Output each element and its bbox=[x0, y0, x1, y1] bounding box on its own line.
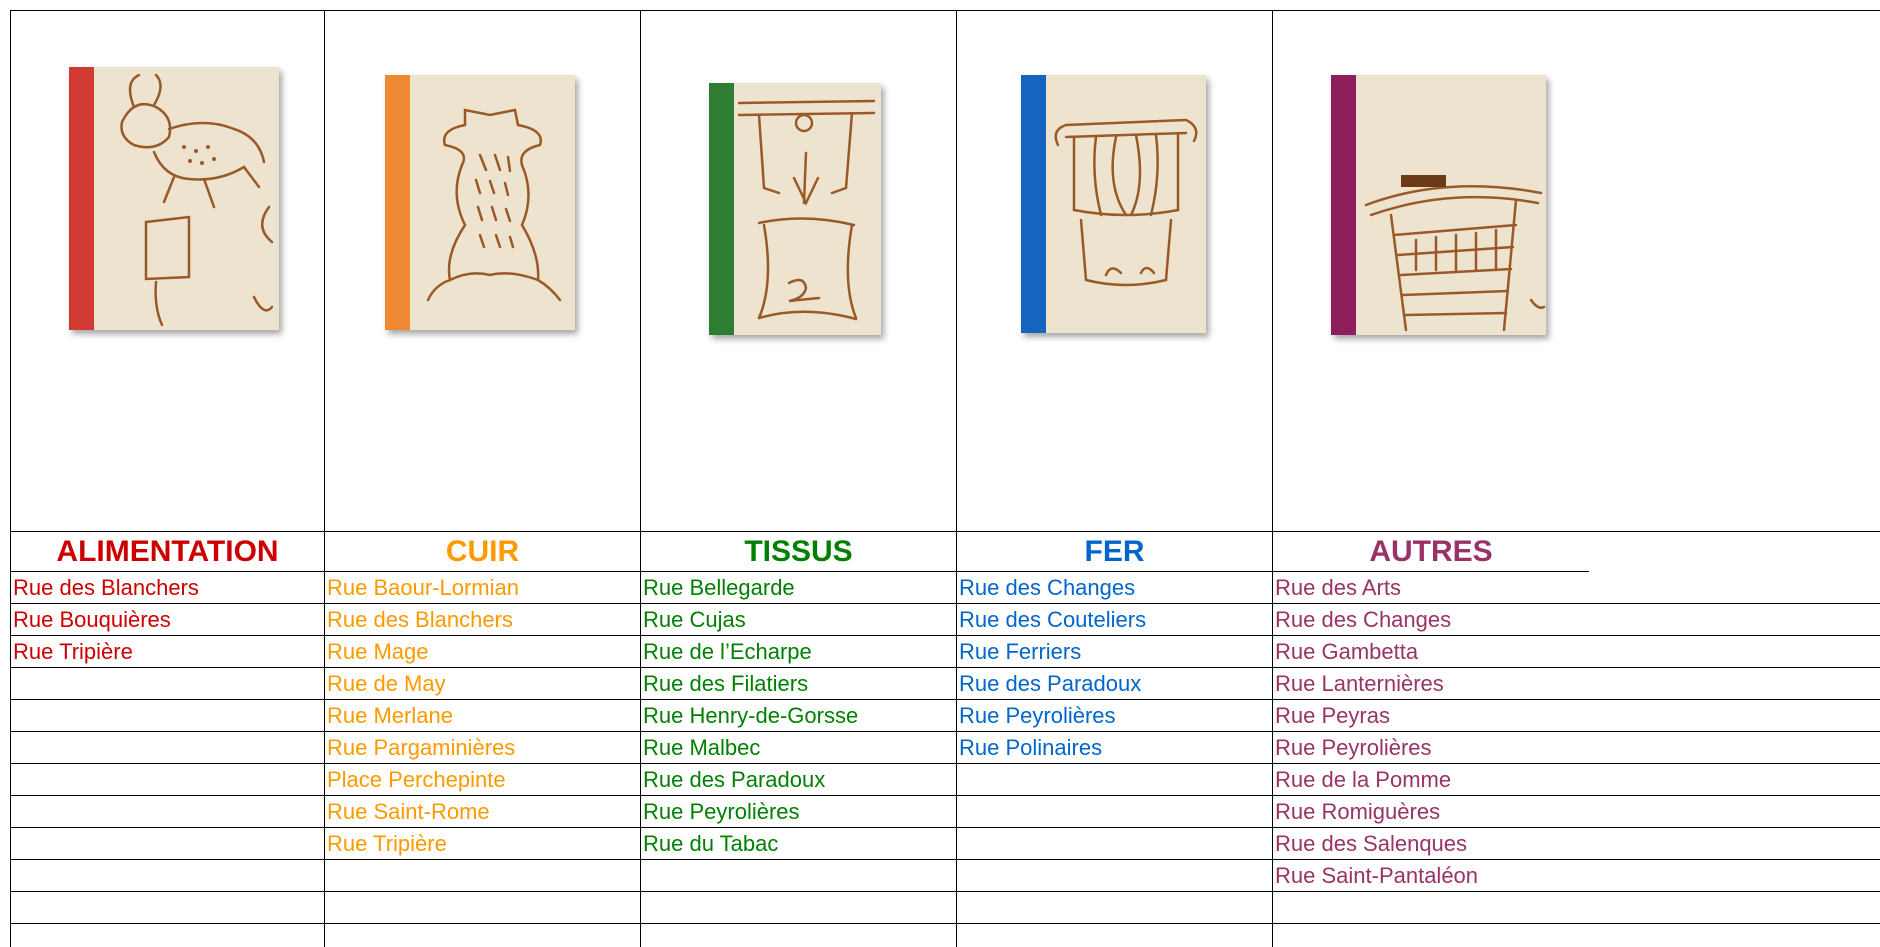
empty-row bbox=[641, 892, 956, 924]
street-row: Rue Saint-Pantaléon bbox=[1273, 860, 1880, 892]
street-row: Rue des Couteliers bbox=[957, 604, 1272, 636]
street-row: Rue Henry-de-Gorsse bbox=[641, 700, 956, 732]
column-tissus bbox=[641, 11, 957, 947]
column-alimentation bbox=[11, 11, 325, 947]
street-row: Rue de la Pomme bbox=[1273, 764, 1880, 796]
column-title: TISSUS bbox=[641, 532, 956, 572]
street-row: Rue Bellegarde bbox=[641, 572, 956, 604]
street-trades-table bbox=[10, 10, 1880, 947]
street-row: Rue Peyrolières bbox=[1273, 732, 1880, 764]
street-row: Rue Baour-Lormian bbox=[325, 572, 640, 604]
street-row: Rue Saint-Rome bbox=[325, 796, 640, 828]
animal-hide-drawing-icon bbox=[410, 75, 575, 330]
street-row: Rue Peyras bbox=[1273, 700, 1880, 732]
street-row: Rue des Changes bbox=[957, 572, 1272, 604]
cauldron-drawing-icon bbox=[1046, 75, 1206, 333]
color-stripe bbox=[69, 67, 94, 330]
image-cell bbox=[641, 11, 956, 532]
street-row: Rue Tripière bbox=[11, 636, 324, 668]
street-row: Rue Lanternières bbox=[1273, 668, 1880, 700]
street-row: Rue Merlane bbox=[325, 700, 640, 732]
color-stripe bbox=[1331, 75, 1356, 335]
image-cell bbox=[11, 11, 324, 532]
street-row: Rue Ferriers bbox=[957, 636, 1272, 668]
column-title: ALIMENTATION bbox=[11, 532, 324, 572]
empty-row bbox=[11, 828, 324, 860]
street-row: Rue de May bbox=[325, 668, 640, 700]
street-row: Rue du Tabac bbox=[641, 828, 956, 860]
empty-row bbox=[957, 892, 1272, 924]
street-row: Rue Bouquières bbox=[11, 604, 324, 636]
street-row: Rue Mage bbox=[325, 636, 640, 668]
street-row: Rue des Arts bbox=[1273, 572, 1880, 604]
street-row: Rue Peyrolières bbox=[641, 796, 956, 828]
street-row: Rue de l’Echarpe bbox=[641, 636, 956, 668]
empty-row bbox=[641, 860, 956, 892]
column-title: AUTRES bbox=[1273, 532, 1589, 572]
column-cuir bbox=[325, 11, 641, 947]
image-cell bbox=[325, 11, 640, 532]
empty-row bbox=[11, 668, 324, 700]
street-row: Rue Romiguères bbox=[1273, 796, 1880, 828]
street-row: Rue Gambetta bbox=[1273, 636, 1880, 668]
street-row: Rue des Paradoux bbox=[957, 668, 1272, 700]
empty-row bbox=[325, 860, 640, 892]
empty-row bbox=[11, 860, 324, 892]
street-row: Rue des Paradoux bbox=[641, 764, 956, 796]
manuscript-card bbox=[1021, 75, 1206, 333]
image-cell bbox=[957, 11, 1272, 532]
empty-row bbox=[11, 764, 324, 796]
street-row: Rue des Salenques bbox=[1273, 828, 1880, 860]
street-row: Rue Tripière bbox=[325, 828, 640, 860]
empty-row bbox=[11, 732, 324, 764]
street-row: Rue des Changes bbox=[1273, 604, 1880, 636]
street-row: Rue Malbec bbox=[641, 732, 956, 764]
image-cell bbox=[1273, 11, 1880, 532]
manuscript-card bbox=[385, 75, 575, 330]
color-stripe bbox=[1021, 75, 1046, 333]
cloth-shears-drawing-icon bbox=[734, 83, 881, 335]
empty-row bbox=[957, 828, 1272, 860]
empty-row bbox=[1273, 892, 1880, 924]
street-row: Rue des Blanchers bbox=[11, 572, 324, 604]
color-stripe bbox=[385, 75, 410, 330]
manuscript-card bbox=[69, 67, 279, 330]
empty-row bbox=[325, 892, 640, 924]
empty-row bbox=[11, 892, 324, 924]
empty-row bbox=[11, 796, 324, 828]
column-autres bbox=[1273, 11, 1880, 947]
empty-row bbox=[957, 860, 1272, 892]
street-row: Rue Cujas bbox=[641, 604, 956, 636]
basket-drawing-icon bbox=[1356, 75, 1546, 335]
column-title: FER bbox=[957, 532, 1272, 572]
street-row: Rue Peyrolières bbox=[957, 700, 1272, 732]
ox-drawing-icon bbox=[94, 67, 279, 330]
manuscript-card bbox=[709, 83, 881, 335]
manuscript-card bbox=[1331, 75, 1546, 335]
street-row: Rue des Filatiers bbox=[641, 668, 956, 700]
empty-row bbox=[11, 700, 324, 732]
street-row: Rue des Blanchers bbox=[325, 604, 640, 636]
column-title: CUIR bbox=[325, 532, 640, 572]
empty-row bbox=[957, 764, 1272, 796]
street-row: Place Perchepinte bbox=[325, 764, 640, 796]
street-row: Rue Pargaminières bbox=[325, 732, 640, 764]
column-fer bbox=[957, 11, 1273, 947]
color-stripe bbox=[709, 83, 734, 335]
street-row: Rue Polinaires bbox=[957, 732, 1272, 764]
empty-row bbox=[957, 796, 1272, 828]
